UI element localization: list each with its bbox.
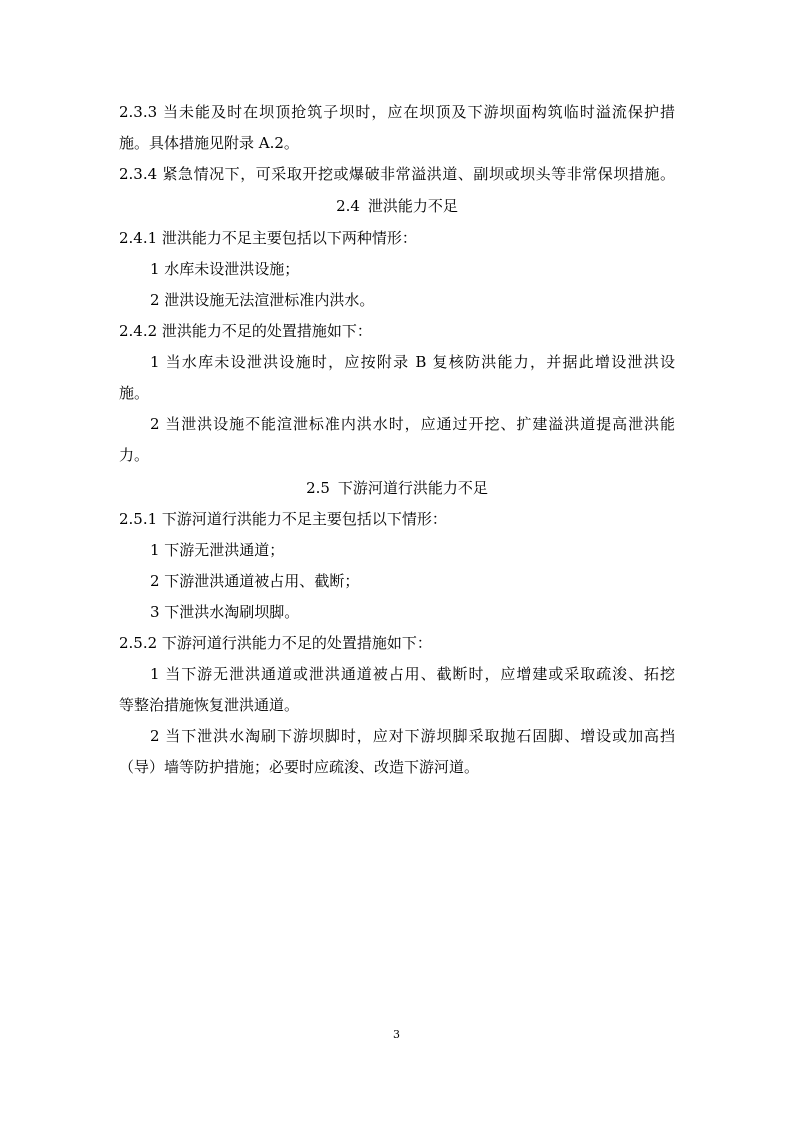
page-number: 3 — [393, 1028, 400, 1041]
paragraph-2-4-1: 2.4.1 泄洪能力不足主要包括以下两种情形： — [119, 229, 417, 247]
paragraph-2-3-3-line-2: 施。具体措施见附录 A.2。 — [119, 134, 299, 152]
list-item-line-1: 2 当下泄洪水淘刷下游坝脚时，应对下游坝脚采取抛石固脚、增设或加高挡 — [150, 727, 675, 745]
list-item-line-2: （导）墙等防护措施；必要时应疏浚、改造下游河道。 — [119, 758, 480, 776]
list-item: 2 泄洪设施无法渲泄标准内洪水。 — [150, 291, 375, 309]
paragraph-2-4-2: 2.4.2 泄洪能力不足的处置措施如下： — [119, 322, 372, 340]
paragraph-2-3-3-line-1: 2.3.3 当未能及时在坝顶抢筑子坝时，应在坝顶及下游坝面构筑临时溢流保护措 — [119, 103, 675, 121]
section-number: 2.5 — [306, 479, 330, 497]
section-heading-2-4 — [119, 196, 675, 216]
section-number: 2.4 — [336, 197, 360, 215]
list-item-line-2: 等整治措施恢复泄洪通道。 — [119, 696, 300, 714]
list-item: 3 下泄洪水淘刷坝脚。 — [150, 603, 300, 621]
list-item: 1 下游无泄洪通道； — [150, 541, 285, 559]
list-item: 1 水库未设泄洪设施； — [150, 260, 300, 278]
list-item-line-1: 1 当下游无泄洪通道或泄洪通道被占用、截断时，应增建或采取疏浚、拓挖 — [150, 665, 675, 683]
list-item-line-1: 2 当泄洪设施不能渲泄标准内洪水时，应通过开挖、扩建溢洪道提高泄洪能 — [150, 415, 675, 433]
section-heading-2-5 — [119, 478, 675, 498]
list-item-line-2: 施。 — [119, 384, 150, 402]
list-item-line-2: 力。 — [119, 446, 150, 464]
section-title: 泄洪能力不足 — [367, 197, 458, 215]
list-item-line-1: 1 当水库未设泄洪设施时，应按附录 B 复核防洪能力，并据此增设泄洪设 — [150, 353, 675, 371]
section-title: 下游河道行洪能力不足 — [337, 479, 488, 497]
list-item: 2 下游泄洪通道被占用、截断； — [150, 572, 360, 590]
paragraph-2-5-1: 2.5.1 下游河道行洪能力不足主要包括以下情形： — [119, 510, 447, 528]
paragraph-2-3-4: 2.3.4 紧急情况下，可采取开挖或爆破非常溢洪道、副坝或坝头等非常保坝措施。 — [119, 165, 675, 183]
paragraph-2-5-2: 2.5.2 下游河道行洪能力不足的处置措施如下： — [119, 634, 432, 652]
